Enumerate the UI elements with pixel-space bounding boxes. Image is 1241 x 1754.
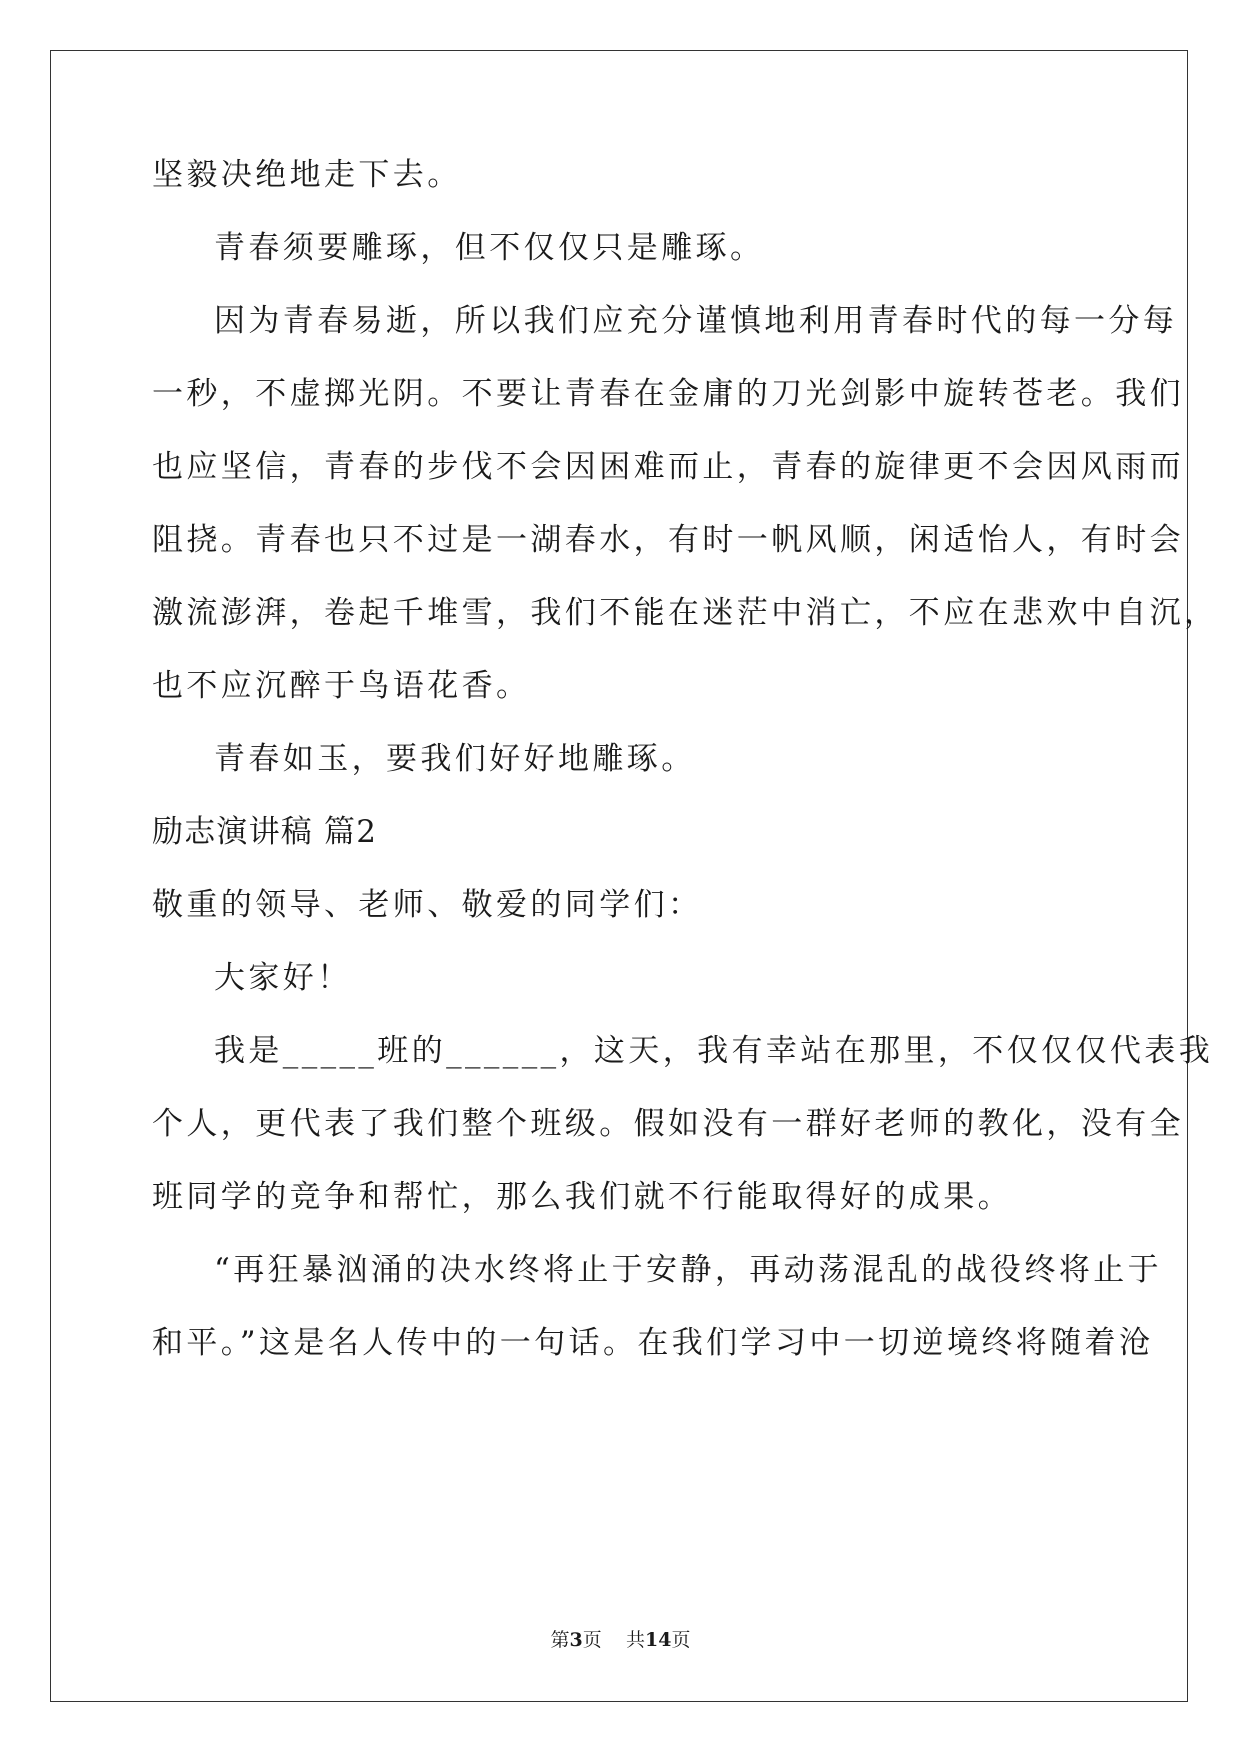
text-line: “再狂暴汹涌的决水终将止于安静，再动荡混乱的战役终将止于 — [214, 1252, 1163, 1288]
page-border — [50, 50, 1188, 1702]
current-page-number: 3 — [569, 1629, 583, 1651]
section-heading: 励志演讲稿 篇2 — [152, 814, 378, 850]
salutation: 敬重的领导、老师、敬爱的同学们： — [152, 887, 703, 923]
text-line: 激流澎湃，卷起千堆雪，我们不能在迷茫中消亡，不应在悲欢中自沉， — [152, 595, 1219, 631]
total-prefix: 共 — [625, 1629, 645, 1651]
total-suffix: 页 — [671, 1629, 691, 1651]
text-line: 我是_____班的______，这天，我有幸站在那里，不仅仅仅代表我 — [214, 1033, 1214, 1069]
text-line: 坚毅决绝地走下去。 — [152, 157, 462, 193]
text-line: 也不应沉醉于鸟语花香。 — [152, 668, 531, 704]
text-line: 青春须要雕琢，但不仅仅只是雕琢。 — [214, 230, 765, 266]
text-line: 个人，更代表了我们整个班级。假如没有一群好老师的教化，没有全 — [152, 1106, 1184, 1142]
page-footer — [0, 1628, 1241, 1652]
text-line: 班同学的竞争和帮忙，那么我们就不行能取得好的成果。 — [152, 1179, 1012, 1215]
text-line: 和平。”这是名人传中的一句话。在我们学习中一切逆境终将随着沧 — [152, 1325, 1154, 1361]
total-page-count: 14 — [644, 1629, 672, 1651]
page-prefix: 第 — [550, 1629, 570, 1651]
text-line: 也应坚信，青春的步伐不会因困难而止，青春的旋律更不会因风雨而 — [152, 449, 1184, 485]
page-suffix: 页 — [582, 1629, 602, 1651]
text-line: 青春如玉，要我们好好地雕琢。 — [214, 741, 696, 777]
text-line: 阻挠。青春也只不过是一湖春水，有时一帆风顺，闲适怡人，有时会 — [152, 522, 1184, 558]
text-line: 一秒，不虚掷光阴。不要让青春在金庸的刀光剑影中旋转苍老。我们 — [152, 376, 1184, 412]
text-line: 因为青春易逝，所以我们应充分谨慎地利用青春时代的每一分每 — [214, 303, 1178, 339]
greeting: 大家好！ — [214, 960, 352, 996]
